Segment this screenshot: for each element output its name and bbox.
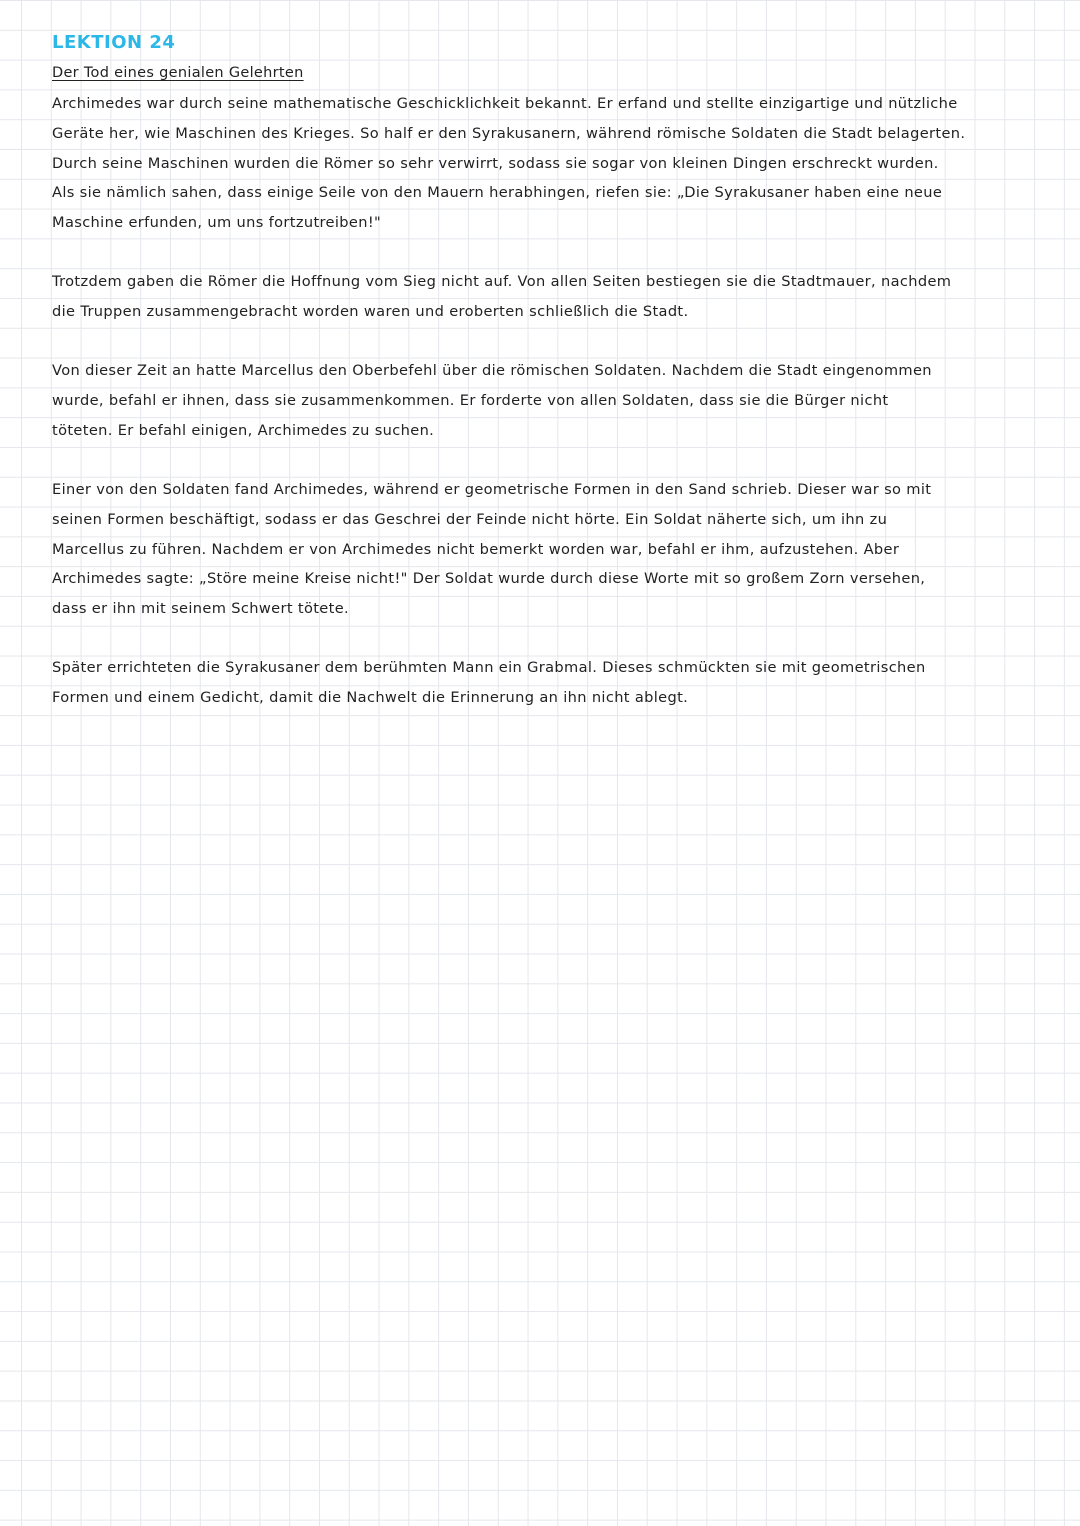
text-line: Als sie nämlich sahen, dass einige Seile von den Mauern herabhingen, riefen sie: „Die Syrakusaner haben eine neue (52, 184, 943, 202)
paragraph-archimedes-death (52, 475, 1062, 624)
text-line: Geräte her, wie Maschinen des Krieges. So half er den Syrakusanern, während römische Soldaten die Stadt belagerten. (52, 124, 966, 142)
text-line: dass er ihn mit seinem Schwert tötete. (52, 600, 350, 618)
text-line: Einer von den Soldaten fand Archimedes, während er geometrische Formen in den Sand schrieb. Dieser war so mit (52, 481, 932, 498)
text-line: Später errichteten die Syrakusaner dem berühmten Mann ein Grabmal. Dieses schmückten sie mit geometrischen (52, 659, 926, 676)
text-line: Maschine erfunden, um uns fortzutreiben!" (52, 214, 382, 232)
text-line: Formen und einem Gedicht, damit die Nachwelt die Erinnerung an ihn nicht ablegt. (52, 688, 689, 706)
text-line: die Truppen zusammengebracht worden waren und eroberten schließlich die Stadt. (52, 302, 689, 320)
paragraph-romans-conquer (52, 267, 1062, 327)
text-line: Archimedes war durch seine mathematische Geschicklichkeit bekannt. Er erfand und stellte einzigartige und nützliche (52, 95, 958, 112)
paragraph-archimedes-machines (52, 89, 1062, 238)
text-line: Marcellus zu führen. Nachdem er von Archimedes nicht bemerkt worden war, befahl er ihm, aufzustehen. Aber (52, 540, 900, 558)
paragraph-marcellus-command (52, 356, 1062, 445)
text-line: seinen Formen beschäftigt, sodass er das Geschrei der Feinde nicht hörte. Ein Soldat näherte sich, um ihn zu (52, 510, 888, 528)
text-line: Durch seine Maschinen wurden die Römer so sehr verwirrt, sodass sie sogar von kleinen Dingen erschreckt wurden. (52, 154, 939, 172)
text-line: Trotzdem gaben die Römer die Hoffnung vom Sieg nicht auf. Von allen Seiten bestiegen sie die Stadtmauer, nachdem (52, 273, 952, 290)
paragraph-tomb (52, 653, 1062, 713)
text-subtitle: Der Tod eines genialen Gelehrten (52, 65, 304, 81)
text-line: wurde, befahl er ihnen, dass sie zusammenkommen. Er forderte von allen Soldaten, dass sie die Bürger nicht (52, 391, 889, 409)
text-line: Archimedes sagte: „Störe meine Kreise nicht!" Der Soldat wurde durch diese Worte mit so großem Zorn versehen, (52, 570, 926, 588)
text-line: Von dieser Zeit an hatte Marcellus den Oberbefehl über die römischen Soldaten. Nachdem die Stadt eingenommen (52, 362, 932, 379)
lesson-title: LEKTION 24 (52, 32, 176, 53)
text-line: töteten. Er befahl einigen, Archimedes zu suchen. (52, 421, 435, 439)
